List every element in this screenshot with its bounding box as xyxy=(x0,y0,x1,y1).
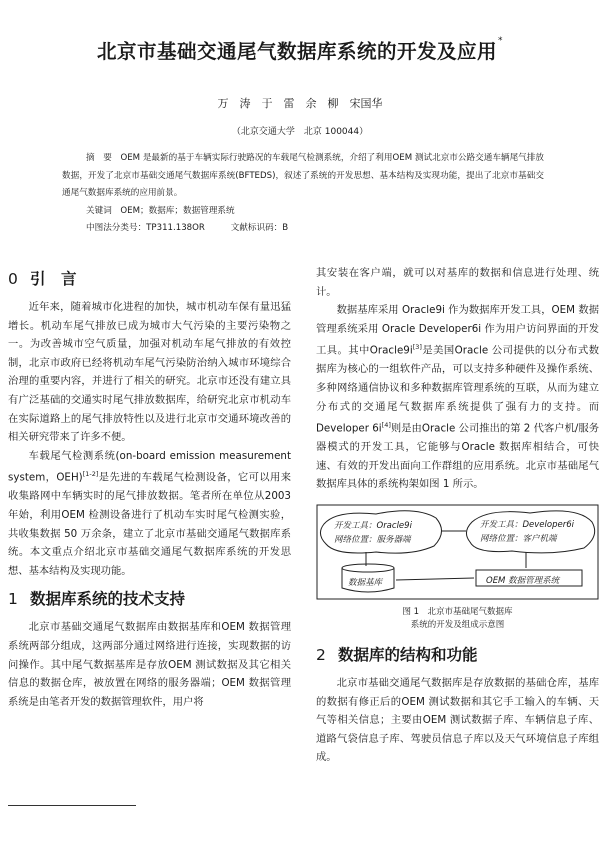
section-heading-2: 2 数据库的结构和功能 xyxy=(316,645,478,664)
fig-left-line2: 网络位置：服务器端 xyxy=(334,534,411,545)
abstract-text: 摘 要 OEM 是最新的基于车辆实际行驶路况的车载尾气检测系统，介绍了利用OEM 测试北京市公路交通车辆尾气排放数据，开发了北京市基础交通尾气数据库系统(BFTEDS)，叙述了系统的开发思想、基本结构及实现功能，提出了北京市基础交通尾气数据库系统的应用前景。 xyxy=(62,153,544,199)
paragraph: 北京市基础交通尾气数据库是存放数据的基础仓库，基库的数据有修正后的OEM 测试数据和其它手工输入的车辆、天气等相关信息；主要由OEM 测试数据子库、车辆信息子库、道路气袋信息子库、驾驶员信息子库以及天气环境信息子库组成。 xyxy=(316,676,599,764)
database-cylinder xyxy=(342,564,394,572)
paragraph: 北京市基础交通尾气数据库由数据基库和OEM 数据管理系统两部分组成，这两部分通过网络进行连接，实现数据的访问操作。其中尾气数据基库是存放OEM 测试数据及其它相关信息的数据仓库，被放置在网络的服务器端；OEM 数据管理系统是由笔者开发的数据管理软件，用户将 xyxy=(8,621,291,708)
architecture-figure xyxy=(316,504,599,600)
figure-caption: 图 1 北京市基础尾气数据库 系统的开发及组成示意图 xyxy=(402,606,513,630)
fig-app-label: OEM 数据管理系统 xyxy=(486,575,560,586)
authors: 万 涛 于 雷 余 柳 宋国华 xyxy=(217,97,383,110)
citation: [3] xyxy=(412,343,422,352)
classification: 中图法分类号：TP311.138OR 文献标识码：B xyxy=(86,223,289,234)
paragraph: 数据基库采用 Oracle9i 作为数据库开发工具，OEM 数据管理系统采用 Oracle Developer6i 作为用户访问界面的开发工具。其中Oracle9i[3]是美国Oracle 公司提供的以分布式数据库为核心的一组软件产品，可以支持多种硬件及操作系统、多种网络通信协议和多种数据库管理系统的互联，从而为建立分布式的交通尾气数据库系统提供了强有力的支持。而Developer 6i[4]则是由Oracle 公司推出的第 2 代客户机/服务器模式的开发工具，它能够与Oracle 数据库相结合，可快速、有效的开发出面向工作群组的应用系统。北京市基础尾气数据库具体的系统构架如图 1 所示。 xyxy=(316,304,599,491)
section-heading-1: 1 数据库系统的技术支持 xyxy=(8,590,186,609)
footnote-rule xyxy=(8,805,136,806)
affiliation: （北京交通大学 北京 100044） xyxy=(231,127,369,137)
left-column xyxy=(8,264,291,711)
title-footnote-mark: * xyxy=(498,36,503,46)
paper-title: 北京市基础交通尾气数据库系统的开发及应用* xyxy=(96,36,503,63)
abstract-block xyxy=(62,150,544,238)
fig-right-line2: 网络位置：客户机端 xyxy=(480,533,557,544)
fig-right-line1: 开发工具：Developer6i xyxy=(480,519,574,530)
paragraph: 车载尾气检测系统(on-board emission measurement system，OEH)[1-2]是先进的车载尾气检测设备，它可以用来收集路网中车辆实时的尾气排放数据。笔者所在单位从2003 年始，利用OEM 检测设备进行了机动车实时尾气检测实验，共收集数据 50 万余条，建立了北京市基础交通尾气数据库系统。本文重点介绍北京市基础交通尾气数据库系统的开发思想、基本结构及实现功能。 xyxy=(8,449,291,577)
keywords: 关键词 OEM；数据库；数据管理系统 xyxy=(86,205,235,216)
citation: [4] xyxy=(381,421,391,430)
paragraph: 其安装在客户端，就可以对基库的数据和信息进行处理、统计。 xyxy=(316,267,599,298)
citation: [1-2] xyxy=(82,470,99,479)
fig-db-label: 数据基库 xyxy=(348,577,383,588)
db-app-link xyxy=(396,578,474,580)
section-heading-0: 0 引 言 xyxy=(8,270,77,288)
right-column xyxy=(316,264,599,767)
paragraph: 近年来，随着城市化进程的加快，城市机动车保有量迅猛增长。机动车尾气排放已成为城市大气污染的主要污染物之一。为改善城市空气质量，加强对机动车尾气排放的有效控制，北京市政府已经将机动车尾气污染防治纳入城市环境综合治理的重要内容，并进行了相关的研究。北京市还没有建立具有广泛基础的交通实时尾气排放数据库，给研究北京市机动车在实际道路上的尾气排放特性以及进行北京市交通环境改善的相关研究带来了许多不便。 xyxy=(8,301,291,444)
fig-left-line1: 开发工具：Oracle9i xyxy=(334,520,412,531)
